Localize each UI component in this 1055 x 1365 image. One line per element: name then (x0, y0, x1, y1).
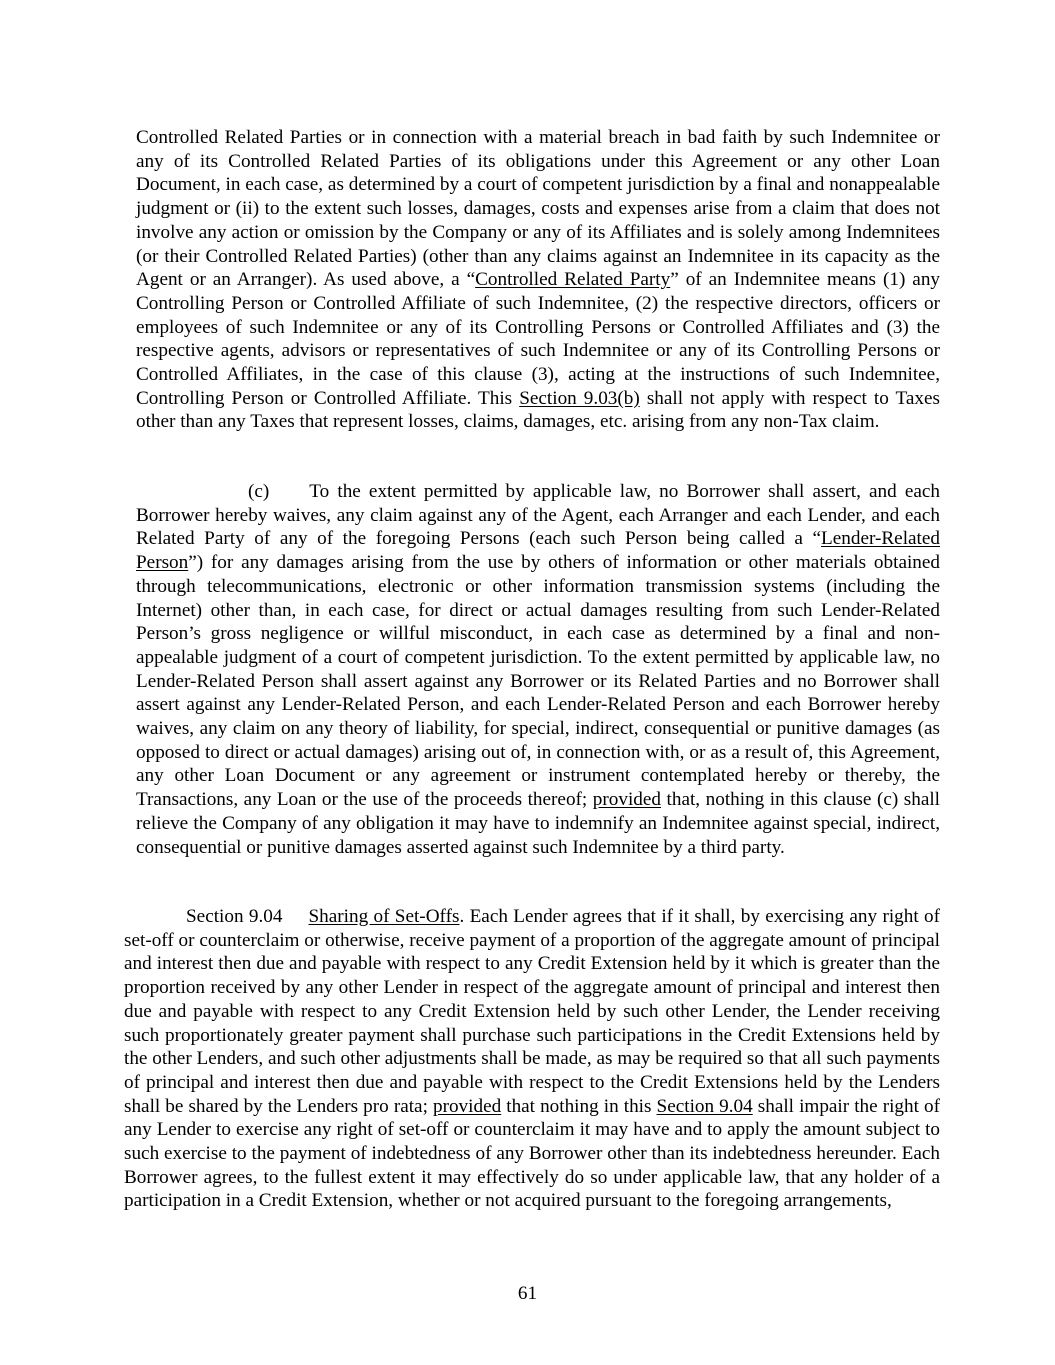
section-number: Section 9.04 (186, 906, 283, 927)
paragraph-text: shall not apply with respect to Taxes other than any Taxes that represent losses, claims, damages, etc. arising from any non-Tax claim. (136, 387, 940, 433)
paragraph-text: To the extent permitted by applicable law, no Borrower shall assert, and each Borrower hereby waives, any claim against any of the Agent, each Arranger and each Lender, and each Related Party of any of the foregoing Persons (each such Person being called a “ (136, 481, 940, 550)
provided-term: provided (432, 1095, 502, 1117)
paragraph-9-03-c (136, 480, 940, 859)
paragraph-text: that, nothing in this clause (c) shall relieve the Company of any obligation it may have to indemnify an Indemnitee against special, indirect, consequential or punitive damages asserted against such Indemnitee by a third party. (136, 789, 940, 858)
section-9-04-paragraph (124, 905, 940, 1213)
cross-reference-section-9-04: Section 9.04 (656, 1095, 753, 1117)
section-title: Sharing of Set-Offs (308, 906, 460, 927)
clause-label: (c) (248, 481, 270, 502)
defined-term-controlled-related-party: Controlled Related Party (475, 269, 671, 291)
paragraph-text: Controlled Related Parties or in connection with a material breach in bad faith by such Indemnitee or any of its Controlled Related Parties of its obligations under this Agreement or any other Loan Document, in each case, as determined by a court of competent jurisdiction by a final and nonappealable judgment or (ii) to the extent such losses, damages, costs and expenses arise from a claim that does not involve any action or omission by the Company or any of its Affiliates and is solely among Indemnitees (or their Controlled Related Parties) (other than any claims against an Indemnitee in its capacity as the Agent or an Arranger). As used above, a “ (136, 127, 940, 291)
provided-term: provided (592, 789, 662, 811)
paragraph-9-03-b-continuation (136, 126, 940, 434)
paragraph-text: that nothing in this (501, 1095, 657, 1117)
paragraph-text: shall impair the right of any Lender to exercise any right of set-off or counterclaim it may have and to apply the amount subject to such exercise to the payment of indebtedness of any Borrower other than its indebtedness hereunder. Each Borrower agrees, to the fullest extent it may effectively do so under applicable law, that any holder of a participation in a Credit Extension, whether or not acquired pursuant to the foregoing arrangements, (124, 1095, 940, 1212)
cross-reference-section-9-03-b: Section 9.03(b) (519, 387, 640, 409)
defined-term-lender-related-person: Lender-Related Person (136, 528, 940, 574)
paragraph-text: . Each Lender agrees that if it shall, by exercising any right of set-off or counterclaim or otherwise, receive payment of a proportion of the aggregate amount of principal and interest then due and payable with respect to any Credit Extension held by it which is greater than the proportion received by any other Lender in respect of the aggregate amount of principal and interest then due and payable with respect to any Credit Extension held by such other Lender, the Lender receiving such proportionately greater payment shall purchase such participations in the Credit Extensions held by the other Lenders, and such other adjustments shall be made, as may be required so that all such payments of principal and interest then due and payable with respect to the Credit Extensions held by the Lenders shall be shared by the Lenders pro rata; (124, 906, 940, 1117)
paragraph-text: ” of an Indemnitee means (1) any Controlling Person or Controlled Affiliate of such Indemnitee, (2) the respective directors, officers or employees of such Indemnitee or any of its Controlling Persons or Controlled Affiliates and (3) the respective agents, advisors or representatives of such Indemnitee or any of its Controlling Persons or Controlled Affiliates, in the case of this clause (3), acting at the instructions of such Indemnitee, Controlling Person or Controlled Affiliate. This (136, 269, 941, 409)
page-number: 61 (517, 1283, 538, 1304)
paragraph-text: ”) for any damages arising from the use by others of information or other materials obtained through telecommunications, electronic or other information transmission systems (including the Internet) other than, in each case, for direct or actual damages resulting from such Lender-Related Person’s gross negligence or willful misconduct, in each case as determined by a final and non-appealable judgment of a court of competent jurisdiction. To the extent permitted by applicable law, no Lender-Related Person shall assert against any Borrower or its Related Parties and no Borrower shall assert against any Lender-Related Person, and each Lender-Related Person and each Borrower hereby waives, any claim on any theory of liability, for special, indirect, consequential or punitive damages (as opposed to direct or actual damages) arising out of, in connection with, or as a result of, this Agreement, any other Loan Document or any agreement or instrument contemplated hereby or thereby, the Transactions, any Loan or the use of the proceeds thereof; (136, 552, 940, 811)
